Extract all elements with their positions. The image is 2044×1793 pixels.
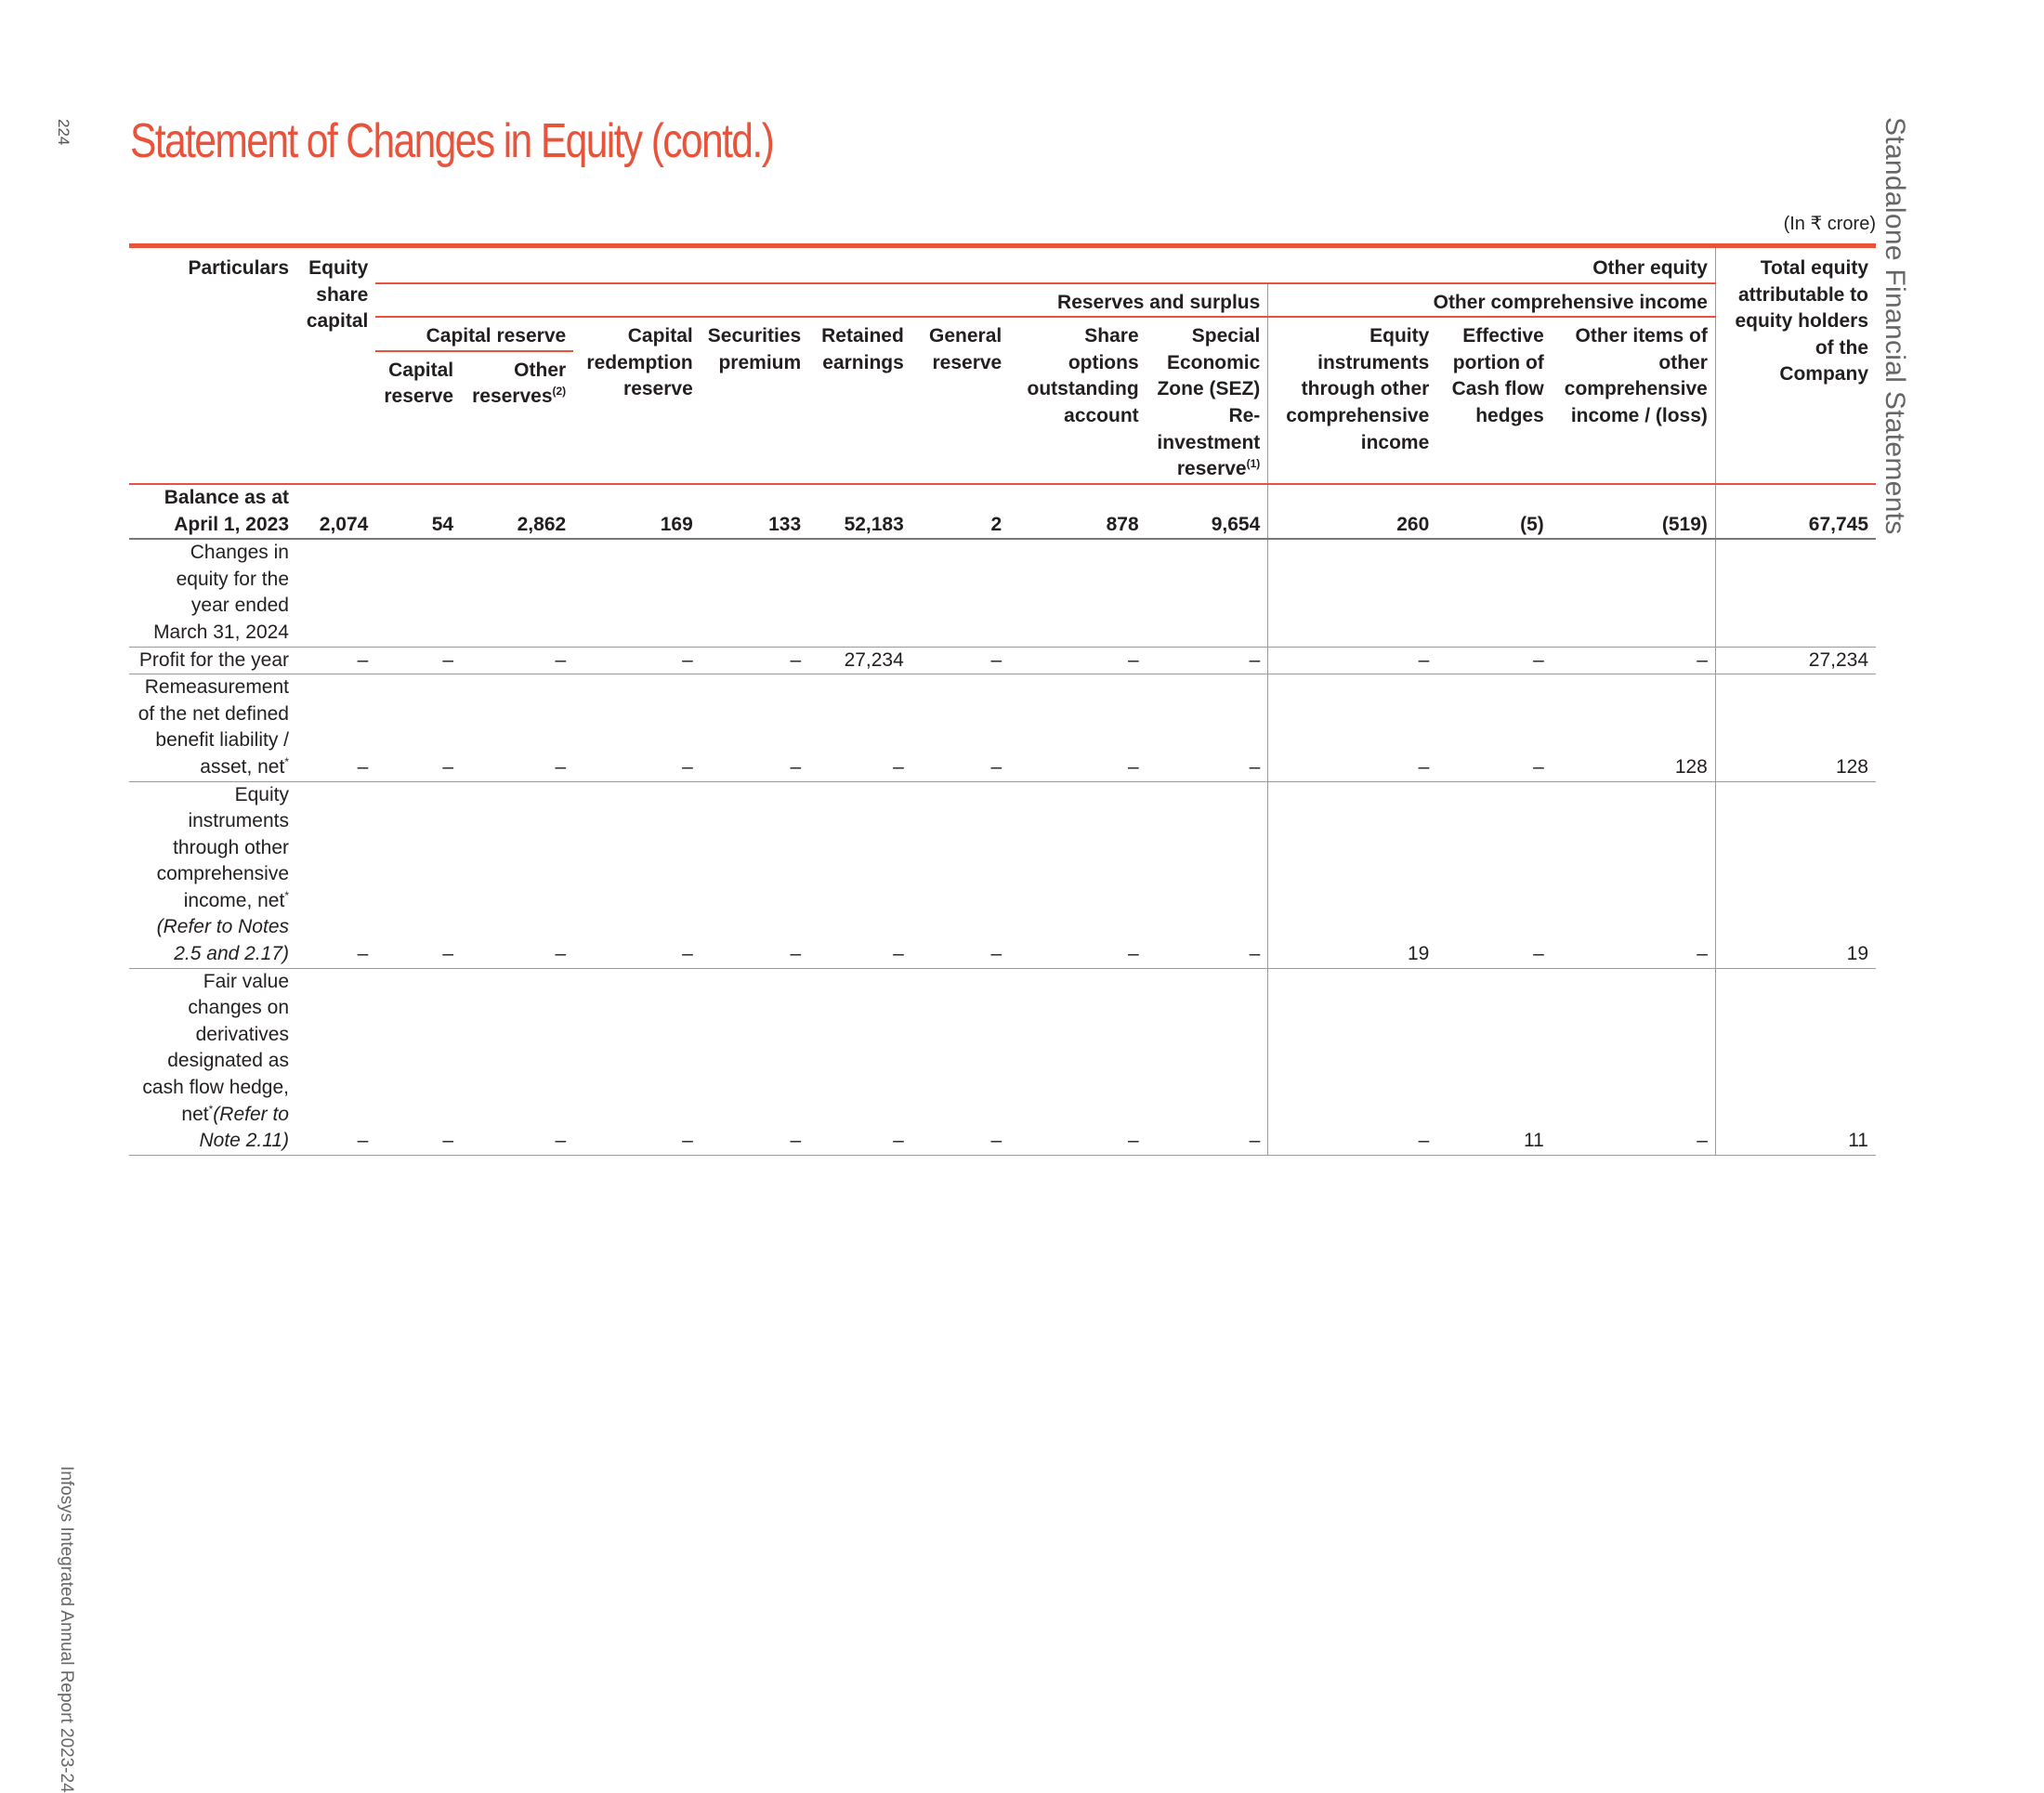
row-label-changes-heading: Changes in equity for the year ended March 31, 2024 [129, 539, 296, 647]
row-label-equity-instruments: Equity instruments through other comprehensive income, net* (Refer to Notes 2.5 and 2.17) [129, 781, 296, 968]
row-label-fair-value: Fair value changes on derivatives designated as cash flow hedge, net*(Refer to Note 2.11) [129, 968, 296, 1155]
table-row: Equity instruments through other comprehensive income, net* (Refer to Notes 2.5 and 2.17) – – – – – – – – – 19 – – 19 [129, 781, 1876, 968]
header-particulars: Particulars [188, 257, 289, 279]
unit-label: (In ₹ crore) [1783, 214, 1876, 234]
table-row: Remeasurement of the net defined benefit liability / asset, net* – – – – – – – – – – – 128 128 [129, 674, 1876, 781]
header-total-equity: Total equity attributable to equity holders of the Company [1715, 246, 1876, 483]
row-label-profit: Profit for the year [129, 647, 296, 674]
report-side-footer: Infosys Integrated Annual Report 2023-24 [57, 1466, 76, 1793]
row-label-remeasurement: Remeasurement of the net defined benefit liability / asset, net* [129, 674, 296, 781]
header-oci: Other comprehensive income [1268, 283, 1716, 318]
header-cash-flow-hedges: Effective portion of Cash flow hedges [1451, 325, 1544, 426]
header-other-equity: Other equity [375, 246, 1715, 283]
header-capital-reserve-group: Capital reserve [375, 317, 573, 351]
page-title: Statement of Changes in Equity (contd.) [130, 114, 774, 168]
header-equity-share-capital: Equity share capital [306, 257, 369, 333]
header-capital-reserve: Capital reserve [384, 359, 454, 408]
header-retained-earnings: Retained earnings [821, 325, 904, 373]
section-side-heading: Standalone Financial Statements [1880, 117, 1910, 535]
header-securities-premium: Securities premium [707, 325, 802, 373]
table-row [129, 539, 1876, 647]
table-row: Fair value changes on derivatives designated as cash flow hedge, net*(Refer to Note 2.11) – – – – – – – – – – 11 – 11 [129, 968, 1876, 1155]
header-sez-reserve: Special Economic Zone (SEZ) Re-investment reserve$^{(1)}$ [1157, 325, 1261, 480]
equity-table [129, 243, 1876, 1156]
header-general-reserve: General reserve [929, 325, 1002, 373]
page-number: 224 [55, 119, 72, 146]
header-equity-instruments-oci: Equity instruments through other comprehensive income [1268, 317, 1437, 483]
header-capital-redemption-reserve: Capital redemption reserve [586, 325, 693, 400]
header-other-items-oci: Other items of other comprehensive income / (loss) [1564, 325, 1708, 426]
table-row: Profit for the year – – – – – 27,234 – – – – – – 27,234 [129, 647, 1876, 674]
header-other-reserves: Other reserves$^{(2)}$ [472, 359, 567, 408]
row-label-balance: Balance as at April 1, 2023 [129, 484, 296, 539]
header-reserves-surplus: Reserves and surplus [375, 283, 1267, 318]
table-row: Balance as at April 1, 2023 2,074 54 2,862 169 133 52,183 2 878 9,654 260 (5) (519) 67,745 [129, 484, 1876, 539]
header-share-options: Share options outstanding account [1027, 325, 1139, 426]
